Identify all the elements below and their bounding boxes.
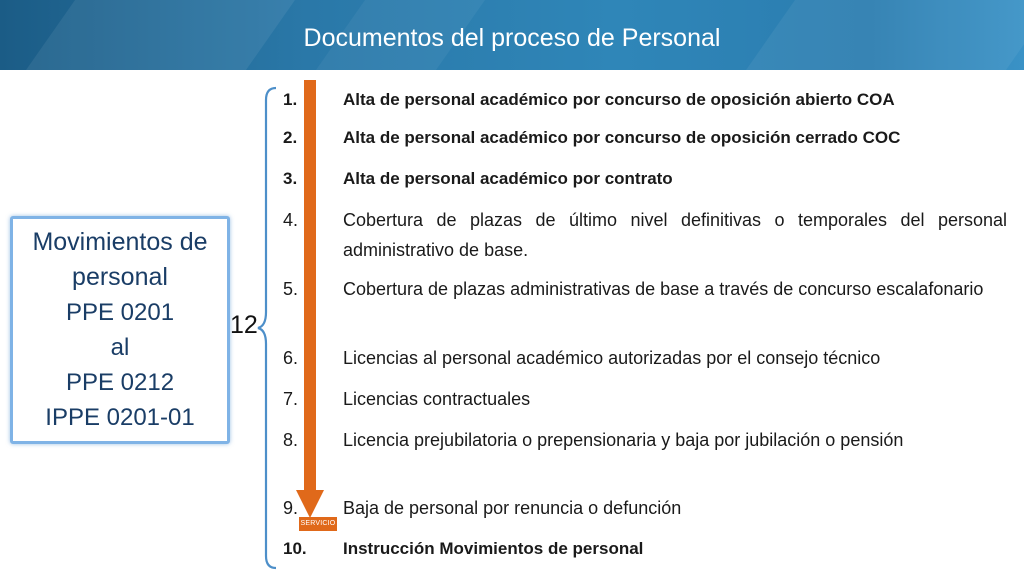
item-text: Alta de personal académico por concurso de oposición abierto COA <box>343 90 895 109</box>
title-banner <box>0 0 1024 70</box>
item-text: Cobertura de plazas de último nivel definitivas o temporales del personal administrativo de base. <box>343 210 1007 260</box>
box-connector: al <box>110 334 130 361</box>
item-text: Alta de personal académico por concurso de oposición cerrado COC <box>343 128 901 147</box>
item-text: Licencias al personal académico autorizadas por el consejo técnico <box>343 348 881 368</box>
servicio-label: SERVICIO <box>299 517 337 531</box>
box-title-line2: personal <box>72 263 168 291</box>
item-number: 6. <box>283 348 299 368</box>
movimientos-box <box>10 216 230 444</box>
item-text: Instrucción Movimientos de personal <box>343 539 644 558</box>
item-number: 8. <box>283 430 299 450</box>
item-number: 2. <box>283 128 298 147</box>
document-count: 12 <box>230 311 258 339</box>
item-number: 4. <box>283 210 299 230</box>
box-title-line1: Movimientos de <box>32 228 208 256</box>
item-number: 1. <box>283 90 298 109</box>
down-arrow-icon <box>296 80 324 520</box>
item-text: Baja de personal por renuncia o defunción <box>343 498 682 518</box>
curly-brace-icon <box>256 86 278 570</box>
box-code-start: PPE 0201 <box>65 299 175 326</box>
item-number: 7. <box>283 389 299 409</box>
item-text: Cobertura de plazas administrativas de base a través de concurso escalafonario <box>343 279 984 299</box>
item-number: 9. <box>283 498 299 518</box>
item-number: 3. <box>283 169 298 188</box>
item-text: Alta de personal académico por contrato <box>343 169 673 188</box>
box-code-end: PPE 0212 <box>65 369 175 396</box>
item-text: Licencias contractuales <box>343 389 531 409</box>
item-number: 10. <box>283 539 307 558</box>
item-text: Licencia prejubilatoria o prepensionaria y baja por jubilación o pensión <box>343 430 904 450</box>
box-code-instruction: IPPE 0201-01 <box>45 404 195 431</box>
item-number: 5. <box>283 279 299 299</box>
page-title: Documentos del proceso de Personal <box>303 24 721 52</box>
